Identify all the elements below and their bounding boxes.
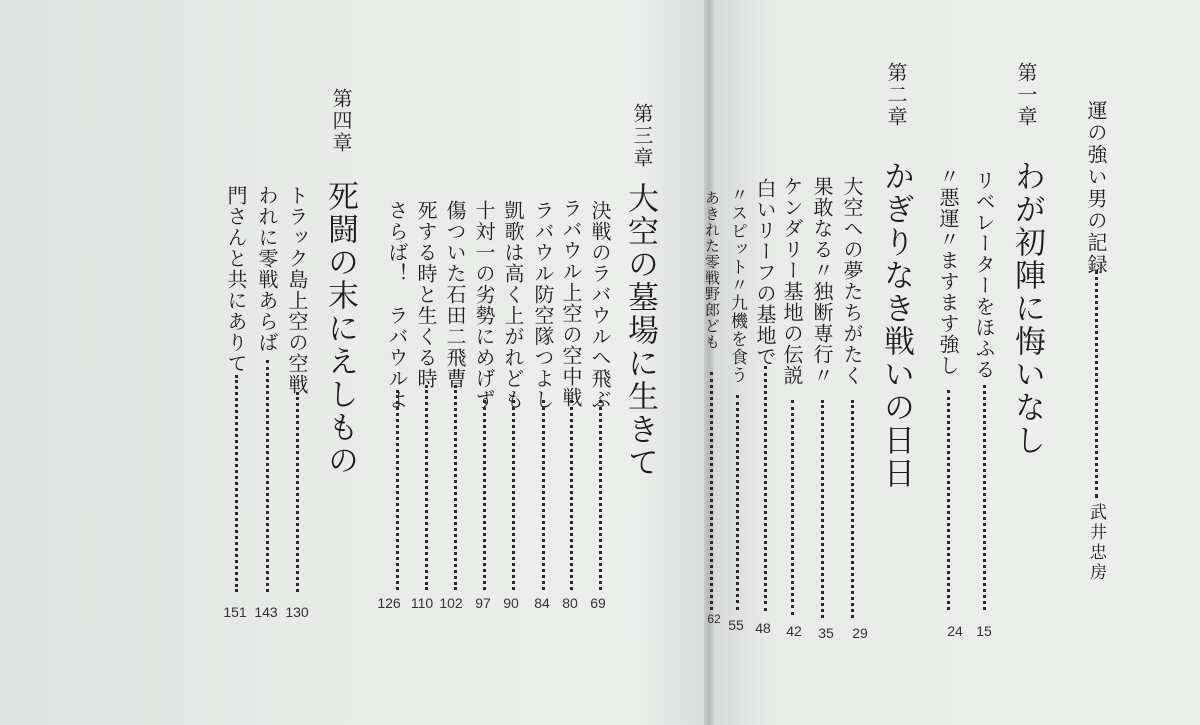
chapter-2-entry-4: 白いリーフの基地で bbox=[753, 178, 777, 367]
chapter-1-title: わが初陣に悔いなし bbox=[1009, 160, 1045, 457]
leader-dots bbox=[710, 372, 713, 610]
page-number: 97 bbox=[475, 595, 491, 611]
chapter-3-entry-5: 十対一の劣勢にめげず bbox=[472, 200, 496, 410]
leader-dots bbox=[454, 385, 457, 590]
chapter-2-entry-6: あきれた零戦野郎ども bbox=[703, 190, 721, 350]
leader-dots bbox=[296, 392, 299, 592]
leader-dots bbox=[396, 390, 399, 590]
chapter-3-number: 第三章 bbox=[630, 103, 654, 169]
chapter-2-entry-2: 果敢なる〃独断専行〃 bbox=[810, 176, 834, 386]
leader-dots bbox=[983, 385, 986, 610]
page-number: 143 bbox=[254, 604, 278, 620]
page-number: 42 bbox=[786, 623, 802, 639]
leader-dots bbox=[736, 395, 739, 610]
page-number: 29 bbox=[852, 625, 868, 641]
leader-dots bbox=[542, 400, 545, 590]
chapter-4-number: 第四章 bbox=[329, 88, 353, 154]
chapter-3-title: 大空の墓場に生きて bbox=[622, 182, 658, 479]
page-number: 130 bbox=[285, 604, 309, 620]
intro-title: 運の強い男の記録 bbox=[1084, 100, 1108, 276]
page-number: 69 bbox=[590, 595, 606, 611]
leader-dots bbox=[235, 375, 238, 592]
intro-author: 武井忠房 bbox=[1086, 503, 1106, 583]
leader-dots bbox=[791, 400, 794, 615]
chapter-1-entry-2: 〃悪運〃ますます強し bbox=[936, 166, 960, 376]
chapter-4-entry-2: われに零戦あらば bbox=[255, 185, 279, 353]
page-number: 90 bbox=[503, 595, 519, 611]
chapter-3-entry-1: 決戦のラバウルへ飛ぶ bbox=[588, 200, 612, 410]
page-number: 35 bbox=[818, 625, 834, 641]
chapter-1-entry-1: リベレーターをほふる bbox=[972, 170, 996, 380]
chapter-4-entry-3: 門さんと共にありて bbox=[224, 185, 248, 374]
page-number: 15 bbox=[976, 623, 992, 639]
leader-dots bbox=[851, 400, 854, 618]
chapter-3-entry-3: ラバウル防空隊つよし bbox=[531, 200, 555, 410]
leader-dots bbox=[599, 400, 602, 590]
page-number: 126 bbox=[377, 595, 401, 611]
leader-dots bbox=[512, 400, 515, 590]
chapter-3-entry-2: ラバウル上空の空中戦 bbox=[559, 198, 583, 408]
chapter-3-entry-6: 傷ついた石田二飛曹 bbox=[443, 200, 467, 389]
chapter-2-entry-5: 〃スピット〃九機を食う bbox=[727, 186, 747, 384]
leader-dots bbox=[764, 366, 767, 611]
leader-dots bbox=[1095, 270, 1098, 498]
leader-dots bbox=[483, 400, 486, 590]
chapter-3-entry-4: 凱歌は高く上がれども bbox=[501, 200, 525, 410]
page-number: 84 bbox=[534, 595, 550, 611]
chapter-2-entry-1: 大空への夢たちがたく bbox=[840, 176, 864, 386]
page-number: 80 bbox=[562, 595, 578, 611]
chapter-3-entry-7: 死する時と生くる時 bbox=[414, 200, 438, 389]
chapter-2-number: 第二章 bbox=[884, 62, 908, 128]
page-number: 55 bbox=[728, 617, 744, 633]
chapter-4-title: 死闘の末にえしもの bbox=[322, 180, 358, 477]
chapter-2-title: かぎりなき戦いの日日 bbox=[878, 160, 914, 490]
chapter-4-entry-1: トラック島上空の空戦 bbox=[285, 185, 309, 395]
chapter-1-number: 第一章 bbox=[1014, 62, 1038, 128]
leader-dots bbox=[570, 400, 573, 590]
page-number: 151 bbox=[223, 604, 247, 620]
page-number: 24 bbox=[947, 623, 963, 639]
chapter-3-entry-8: さらば！ ラバウルよ bbox=[385, 200, 409, 410]
page-number: 110 bbox=[410, 595, 434, 611]
chapter-2-entry-3: ケンダリー基地の伝説 bbox=[780, 176, 804, 386]
page-number: 62 bbox=[707, 612, 721, 626]
leader-dots bbox=[821, 400, 824, 618]
page-number: 102 bbox=[439, 595, 463, 611]
leader-dots bbox=[266, 360, 269, 592]
leader-dots bbox=[425, 385, 428, 590]
page-number: 48 bbox=[755, 620, 771, 636]
leader-dots bbox=[947, 390, 950, 610]
